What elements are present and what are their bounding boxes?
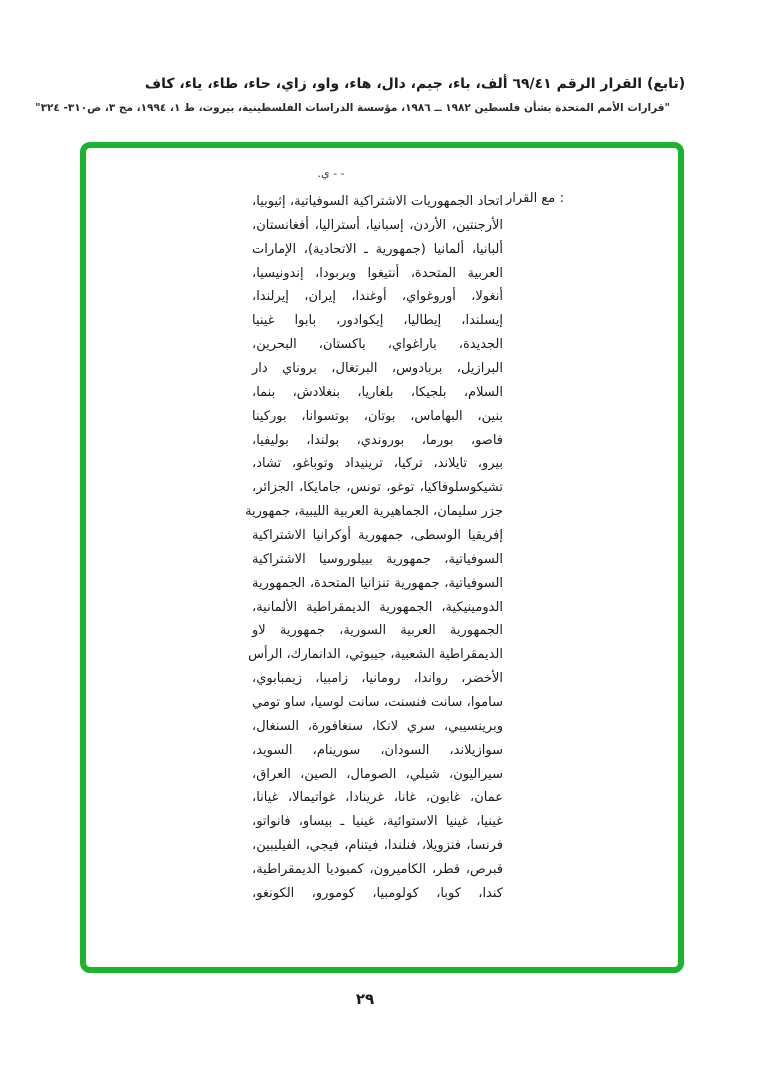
country-list-line: ساموا، سانت فنسنت، سانت لوسيا، ساو تومي: [252, 695, 503, 711]
country-list-line: ألبانيا، ألمانيا (جمهورية ـ الاتحادية)، الإمارات: [252, 241, 503, 257]
country-list-line: غينيا، غينيا الاستوائية، غينيا ـ بيساو، فانواتو،: [252, 814, 503, 830]
country-list-line: أنغولا، أوروغواي، أوغندا، إيران، إيرلندا،: [252, 289, 503, 305]
country-list-line: الدومينيكية، الجمهورية الديمقراطية الألمانية،: [252, 599, 503, 615]
country-list-line: السلام، بلجيكا، بلغاريا، بنغلادش، بنما،: [252, 384, 503, 400]
country-list-line: إفريقيا الوسطى، جمهورية أوكرانيا الاشتراكية: [252, 528, 503, 544]
page-number: ٢٩: [355, 990, 375, 1008]
header-resolution-title: (تابع) القرار الرقم ٦٩/٤١ ألف، باء، جيم، دال، هاء، واو، زاي، حاء، طاء، ياء، كاف: [144, 76, 686, 92]
country-list-line: الجديدة، باراغواي، باكستان، البحرين،: [252, 337, 503, 353]
country-list-line: الديمقراطية الشعبية، جيبوتي، الدانمارك، الرأس: [248, 647, 503, 663]
vote-with-colon: :: [559, 191, 564, 206]
country-list-line: الأرجنتين، الأردن، إسبانيا، أستراليا، أفغانستان،: [252, 217, 503, 233]
country-list-line: عمان، غابون، غانا، غرينادا، غواتيمالا، غيانا،: [252, 790, 503, 806]
country-list-line: السوفياتية، جمهورية بييلوروسيا الاشتراكية: [252, 551, 503, 567]
country-list-line: جزر سليمان، الجماهيرية العربية الليبية، جمهورية: [245, 504, 503, 520]
country-list-line: وبرينسيبي، سري لانكا، سنغافورة، السنغال،: [252, 718, 503, 734]
country-list-line: بيرو، تايلاند، تركيا، ترينيداد وتوباغو، تشاد،: [252, 456, 503, 472]
country-list-line: الأخضر، رواندا، رومانيا، زامبيا، زيمبابوي،: [252, 671, 503, 687]
header-citation: "قرارات الأمم المتحدة بشأن فلسطين ١٩٨٢ ــ ١٩٨٦، مؤسسة الدراسات الفلسطينية، بيروت، ط ١، ١٩٩٤، مج ٣، ص٣١٠- ٣٢٤": [35, 102, 670, 114]
country-list: [245, 190, 503, 906]
country-list-line: العربية المتحدة، أنتيغوا وبربودا، إندونيسيا،: [252, 265, 503, 281]
country-list-line: قبرص، قطر، الكاميرون، كمبوديا الديمقراطية،: [252, 862, 503, 878]
country-list-line: سيراليون، شيلي، الصومال، الصين، العراق،: [252, 766, 503, 782]
country-list-line: تشيكوسلوفاكيا، توغو، تونس، جامايكا، الجزائر،: [252, 480, 503, 496]
country-list-line: فرنسا، فنزويلا، فنلندا، فيتنام، فيجي، الفيليبين،: [252, 838, 503, 854]
vote-with-label: [506, 191, 564, 215]
country-list-line: سوازيلاند، السودان، سورينام، السويد،: [252, 742, 503, 758]
country-list-line: اتحاد الجمهوريات الاشتراكية السوفياتية، إثيوبيا،: [252, 194, 503, 209]
vote-with-text: مع القرار: [506, 191, 556, 206]
country-list-line: السوفياتية، جمهورية تنزانيا المتحدة، الجمهورية: [252, 575, 503, 591]
country-list-line: بنين، البهاماس، بوتان، بوتسوانا، بوركينا: [252, 408, 503, 424]
country-list-line: إيسلندا، إيطاليا، إيكوادور، بابوا غينيا: [252, 313, 503, 329]
country-list-line: فاصو، بورما، بوروندي، بولندا، بوليفيا،: [252, 432, 503, 448]
country-list-line: كندا، كوبا، كولومبيا، كومورو، الكونغو،: [252, 885, 503, 901]
text-fragment-remnant: - - ي.: [317, 167, 345, 180]
country-list-line: الجمهورية العربية السورية، جمهورية لاو: [252, 623, 503, 639]
country-list-line: البرازيل، بربادوس، البرتغال، بروناي دار: [252, 361, 503, 377]
